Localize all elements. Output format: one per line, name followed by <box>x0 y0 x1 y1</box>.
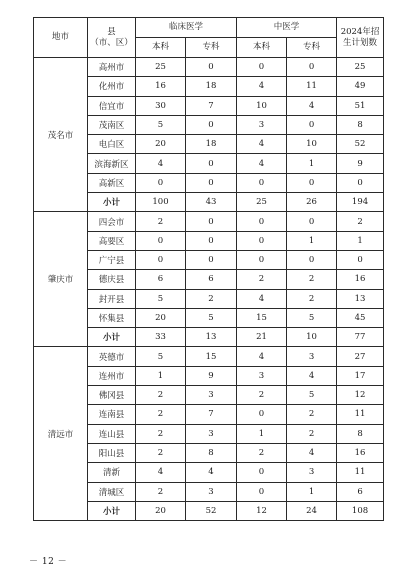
county-cell: 阳山县 <box>88 443 136 462</box>
header-clinical-junior: 专科 <box>186 38 237 58</box>
clinical-bachelor-cell: 2 <box>136 443 186 462</box>
subtotal-tcm-junior-cell: 26 <box>287 193 337 212</box>
clinical-junior-cell: 15 <box>186 347 237 366</box>
tcm-bachelor-cell: 10 <box>237 96 287 115</box>
tcm-junior-cell: 2 <box>287 405 337 424</box>
table-body <box>34 58 384 521</box>
tcm-bachelor-cell: 2 <box>237 270 287 289</box>
plan-total-cell: 8 <box>337 115 384 134</box>
city-cell: 清远市 <box>34 347 88 521</box>
clinical-bachelor-cell: 0 <box>136 231 186 250</box>
county-cell: 四会市 <box>88 212 136 231</box>
subtotal-tcm-junior-cell: 24 <box>287 501 337 520</box>
clinical-junior-cell: 0 <box>186 173 237 192</box>
subtotal-tcm-bachelor-cell: 25 <box>237 193 287 212</box>
tcm-bachelor-cell: 0 <box>237 58 287 77</box>
clinical-bachelor-cell: 20 <box>136 135 186 154</box>
tcm-junior-cell: 4 <box>287 96 337 115</box>
plan-total-cell: 16 <box>337 443 384 462</box>
tcm-junior-cell: 3 <box>287 463 337 482</box>
tcm-junior-cell: 4 <box>287 366 337 385</box>
subtotal-plan-total-cell: 108 <box>337 501 384 520</box>
clinical-bachelor-cell: 5 <box>136 115 186 134</box>
tcm-junior-cell: 1 <box>287 231 337 250</box>
clinical-junior-cell: 6 <box>186 270 237 289</box>
tcm-junior-cell: 0 <box>287 173 337 192</box>
clinical-junior-cell: 0 <box>186 212 237 231</box>
plan-total-cell: 1 <box>337 231 384 250</box>
subtotal-plan-total-cell: 77 <box>337 328 384 347</box>
tcm-bachelor-cell: 0 <box>237 173 287 192</box>
county-cell: 清新 <box>88 463 136 482</box>
header-row-1 <box>34 18 384 38</box>
clinical-bachelor-cell: 6 <box>136 270 186 289</box>
tcm-junior-cell: 2 <box>287 270 337 289</box>
county-cell: 信宜市 <box>88 96 136 115</box>
clinical-junior-cell: 9 <box>186 366 237 385</box>
clinical-bachelor-cell: 5 <box>136 347 186 366</box>
plan-total-cell: 52 <box>337 135 384 154</box>
clinical-bachelor-cell: 30 <box>136 96 186 115</box>
tcm-bachelor-cell: 4 <box>237 289 287 308</box>
clinical-bachelor-cell: 2 <box>136 212 186 231</box>
county-cell: 连州市 <box>88 366 136 385</box>
clinical-junior-cell: 3 <box>186 424 237 443</box>
header-tcm: 中医学 <box>237 18 337 38</box>
plan-total-cell: 13 <box>337 289 384 308</box>
county-cell: 连南县 <box>88 405 136 424</box>
tcm-junior-cell: 5 <box>287 308 337 327</box>
tcm-junior-cell: 0 <box>287 115 337 134</box>
tcm-bachelor-cell: 0 <box>237 231 287 250</box>
subtotal-clinical-bachelor-cell: 100 <box>136 193 186 212</box>
tcm-junior-cell: 3 <box>287 347 337 366</box>
table-row <box>34 347 384 366</box>
subtotal-clinical-bachelor-cell: 33 <box>136 328 186 347</box>
tcm-junior-cell: 1 <box>287 154 337 173</box>
clinical-bachelor-cell: 4 <box>136 463 186 482</box>
clinical-junior-cell: 18 <box>186 77 237 96</box>
clinical-bachelor-cell: 25 <box>136 58 186 77</box>
tcm-junior-cell: 0 <box>287 58 337 77</box>
tcm-bachelor-cell: 2 <box>237 443 287 462</box>
plan-total-cell: 2 <box>337 212 384 231</box>
county-cell: 英德市 <box>88 347 136 366</box>
subtotal-plan-total-cell: 194 <box>337 193 384 212</box>
clinical-bachelor-cell: 2 <box>136 424 186 443</box>
plan-total-cell: 49 <box>337 77 384 96</box>
tcm-bachelor-cell: 0 <box>237 463 287 482</box>
tcm-bachelor-cell: 0 <box>237 250 287 269</box>
plan-total-cell: 45 <box>337 308 384 327</box>
county-cell: 电白区 <box>88 135 136 154</box>
clinical-junior-cell: 2 <box>186 289 237 308</box>
tcm-junior-cell: 2 <box>287 289 337 308</box>
plan-total-cell: 12 <box>337 386 384 405</box>
plan-total-cell: 11 <box>337 405 384 424</box>
tcm-junior-cell: 0 <box>287 212 337 231</box>
plan-total-cell: 11 <box>337 463 384 482</box>
clinical-junior-cell: 3 <box>186 482 237 501</box>
clinical-bachelor-cell: 4 <box>136 154 186 173</box>
county-cell: 封开县 <box>88 289 136 308</box>
county-cell: 广宁县 <box>88 250 136 269</box>
subtotal-clinical-junior-cell: 13 <box>186 328 237 347</box>
clinical-bachelor-cell: 20 <box>136 308 186 327</box>
clinical-junior-cell: 7 <box>186 405 237 424</box>
tcm-bachelor-cell: 4 <box>237 154 287 173</box>
plan-total-cell: 27 <box>337 347 384 366</box>
tcm-bachelor-cell: 4 <box>237 347 287 366</box>
subtotal-clinical-bachelor-cell: 20 <box>136 501 186 520</box>
header-tcm-bachelor: 本科 <box>237 38 287 58</box>
clinical-junior-cell: 7 <box>186 96 237 115</box>
county-cell: 连山县 <box>88 424 136 443</box>
clinical-bachelor-cell: 2 <box>136 405 186 424</box>
clinical-junior-cell: 0 <box>186 231 237 250</box>
tcm-junior-cell: 1 <box>287 482 337 501</box>
tcm-bachelor-cell: 15 <box>237 308 287 327</box>
county-cell: 德庆县 <box>88 270 136 289</box>
clinical-bachelor-cell: 0 <box>136 250 186 269</box>
tcm-junior-cell: 10 <box>287 135 337 154</box>
plan-total-cell: 8 <box>337 424 384 443</box>
tcm-bachelor-cell: 4 <box>237 135 287 154</box>
plan-total-cell: 0 <box>337 250 384 269</box>
page-number: － 12 － <box>29 557 68 567</box>
tcm-junior-cell: 2 <box>287 424 337 443</box>
county-cell: 滨海新区 <box>88 154 136 173</box>
plan-total-cell: 0 <box>337 173 384 192</box>
tcm-bachelor-cell: 3 <box>237 115 287 134</box>
clinical-junior-cell: 18 <box>186 135 237 154</box>
clinical-junior-cell: 0 <box>186 250 237 269</box>
clinical-junior-cell: 0 <box>186 115 237 134</box>
clinical-junior-cell: 0 <box>186 58 237 77</box>
plan-total-cell: 25 <box>337 58 384 77</box>
tcm-bachelor-cell: 4 <box>237 77 287 96</box>
clinical-bachelor-cell: 0 <box>136 173 186 192</box>
tcm-bachelor-cell: 0 <box>237 405 287 424</box>
clinical-bachelor-cell: 2 <box>136 386 186 405</box>
plan-total-cell: 6 <box>337 482 384 501</box>
subtotal-label: 小计 <box>88 501 136 520</box>
subtotal-tcm-junior-cell: 10 <box>287 328 337 347</box>
clinical-junior-cell: 4 <box>186 463 237 482</box>
header-clinical-medicine: 临床医学 <box>136 18 237 38</box>
plan-total-cell: 51 <box>337 96 384 115</box>
clinical-junior-cell: 0 <box>186 154 237 173</box>
header-clinical-bachelor: 本科 <box>136 38 186 58</box>
county-cell: 佛冈县 <box>88 386 136 405</box>
clinical-junior-cell: 5 <box>186 308 237 327</box>
tcm-junior-cell: 11 <box>287 77 337 96</box>
city-cell: 茂名市 <box>34 58 88 212</box>
subtotal-tcm-bachelor-cell: 21 <box>237 328 287 347</box>
plan-total-cell: 16 <box>337 270 384 289</box>
subtotal-clinical-junior-cell: 43 <box>186 193 237 212</box>
tcm-bachelor-cell: 3 <box>237 366 287 385</box>
county-cell: 怀集县 <box>88 308 136 327</box>
subtotal-label: 小计 <box>88 193 136 212</box>
tcm-junior-cell: 0 <box>287 250 337 269</box>
table-row <box>34 212 384 231</box>
clinical-junior-cell: 8 <box>186 443 237 462</box>
plan-total-cell: 9 <box>337 154 384 173</box>
county-cell: 茂南区 <box>88 115 136 134</box>
tcm-bachelor-cell: 0 <box>237 482 287 501</box>
table-row <box>34 58 384 77</box>
header-plan-total: 2024年招 生计划数 <box>337 18 384 58</box>
county-cell: 高州市 <box>88 58 136 77</box>
tcm-junior-cell: 4 <box>287 443 337 462</box>
tcm-bachelor-cell: 2 <box>237 386 287 405</box>
clinical-bachelor-cell: 2 <box>136 482 186 501</box>
county-cell: 清城区 <box>88 482 136 501</box>
subtotal-tcm-bachelor-cell: 12 <box>237 501 287 520</box>
clinical-bachelor-cell: 5 <box>136 289 186 308</box>
header-tcm-junior: 专科 <box>287 38 337 58</box>
clinical-bachelor-cell: 16 <box>136 77 186 96</box>
tcm-junior-cell: 5 <box>287 386 337 405</box>
plan-total-cell: 17 <box>337 366 384 385</box>
county-cell: 高要区 <box>88 231 136 250</box>
tcm-bachelor-cell: 1 <box>237 424 287 443</box>
clinical-junior-cell: 3 <box>186 386 237 405</box>
header-city: 地市 <box>34 18 88 58</box>
enrollment-plan-table <box>33 17 384 521</box>
header-county: 县 （市、区） <box>88 18 136 58</box>
tcm-bachelor-cell: 0 <box>237 212 287 231</box>
city-cell: 肇庆市 <box>34 212 88 347</box>
clinical-bachelor-cell: 1 <box>136 366 186 385</box>
county-cell: 化州市 <box>88 77 136 96</box>
subtotal-clinical-junior-cell: 52 <box>186 501 237 520</box>
subtotal-label: 小计 <box>88 328 136 347</box>
county-cell: 高新区 <box>88 173 136 192</box>
